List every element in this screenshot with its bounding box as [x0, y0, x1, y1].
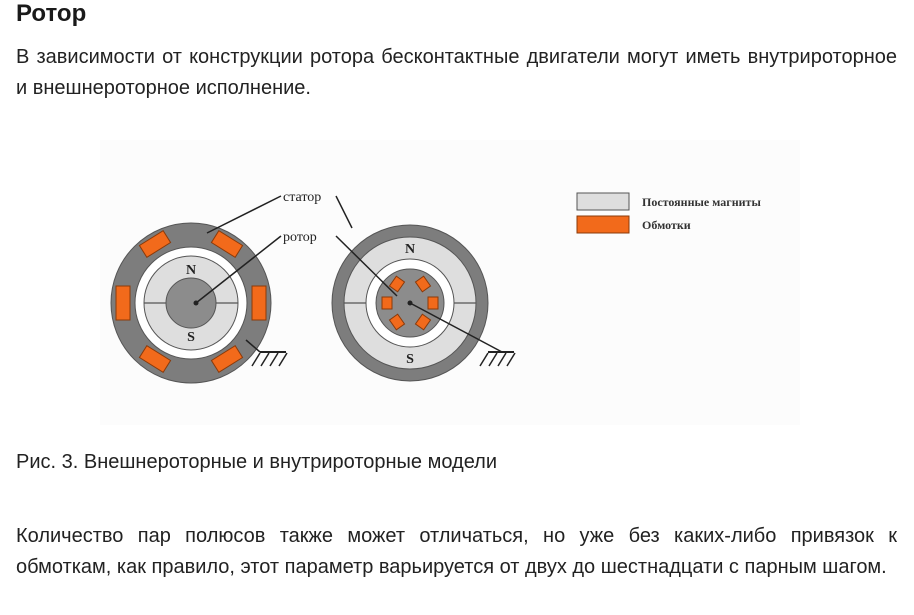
- rotor-label: ротор: [283, 230, 317, 245]
- outer-rotor-motor: [332, 225, 515, 381]
- inner-rotor-motor: [111, 223, 287, 383]
- pole-s-left: S: [187, 330, 195, 345]
- winding-right-3: [382, 297, 392, 309]
- legend-label-windings: Обмотки: [642, 218, 691, 232]
- winding-left-4: [252, 286, 266, 320]
- winding-right-4: [428, 297, 438, 309]
- pole-n-right: N: [404, 242, 416, 257]
- motor-diagram-figure: [100, 140, 800, 425]
- ground-hatch-left: [252, 353, 287, 366]
- section-title: Ротор: [16, 0, 87, 27]
- figure-caption: Рис. 3. Внешнероторные и внутрироторные модели: [16, 451, 498, 473]
- legend-swatch-windings: [577, 216, 629, 233]
- pole-s-right: S: [406, 352, 414, 367]
- motor-diagram: [100, 140, 800, 425]
- legend-label-magnets: Постоянные магниты: [642, 195, 761, 209]
- rotor-core-left: [166, 278, 216, 328]
- second-paragraph: Количество пар полюсов также может отличаться, но уже без каких-либо привязок к обмоткам, как правило, этот параметр варьируется от двух до шестнадцати с парным шагом.: [16, 525, 897, 578]
- legend-swatch-magnets: [577, 193, 629, 210]
- pole-n-left: N: [185, 263, 197, 278]
- stator-label: статор: [283, 190, 322, 205]
- intro-paragraph: В зависимости от конструкции ротора бесконтактные двигатели могут иметь внутрироторное и внешнероторное исполнение.: [16, 46, 897, 99]
- winding-left-3: [116, 286, 130, 320]
- ground-hatch-right: [480, 353, 515, 366]
- legend: [577, 193, 761, 233]
